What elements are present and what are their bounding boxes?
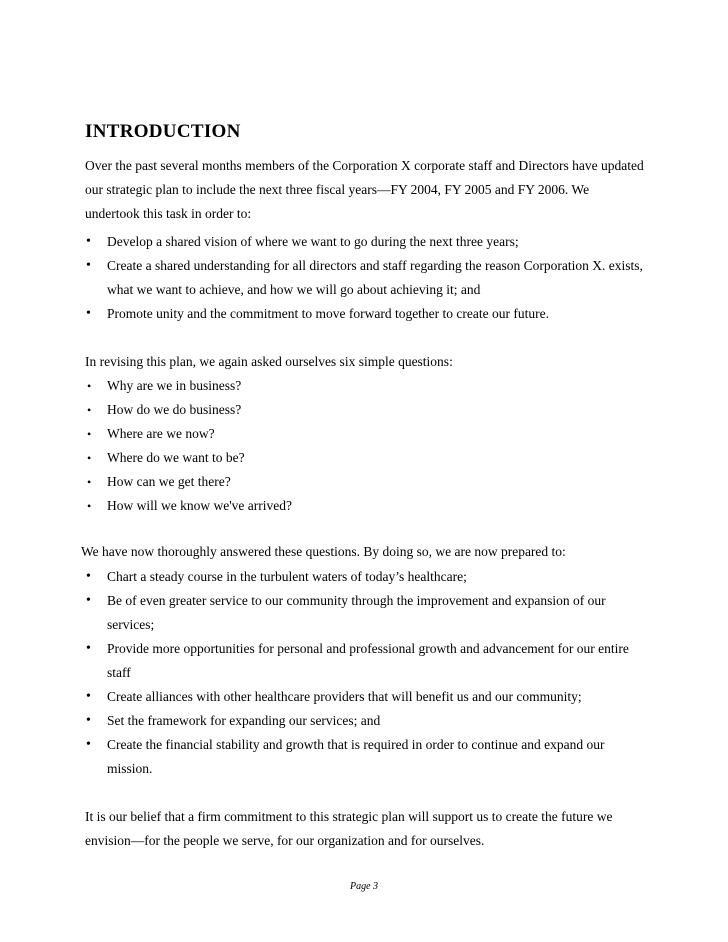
list-item: • Promote unity and the commitment to move forward together to create our future.	[85, 302, 645, 326]
questions-intro: In revising this plan, we again asked ourselves six simple questions:	[85, 354, 453, 369]
goals-list	[85, 230, 645, 326]
list-item: • Why are we in business?	[85, 374, 645, 398]
questions-list	[85, 374, 645, 518]
list-item: • How do we do business?	[85, 398, 645, 422]
list-item: • Create alliances with other healthcare providers that will benefit us and our community;	[85, 685, 645, 709]
list-item: • How will we know we've arrived?	[85, 494, 645, 518]
list-item: • Set the framework for expanding our services; and	[85, 709, 645, 733]
list-item: • Where do we want to be?	[85, 446, 645, 470]
page-number: Page 3	[349, 881, 379, 892]
list-item: • Create a shared understanding for all directors and staff regarding the reason Corporation X. exists, what we want to achieve, and how we will go about achieving it; and	[85, 254, 645, 302]
prepared-intro: We have now thoroughly answered these questions. By doing so, we are now prepared to:	[81, 544, 566, 559]
section-heading: INTRODUCTION	[85, 121, 241, 142]
list-item: • How can we get there?	[85, 470, 645, 494]
closing-paragraph: It is our belief that a firm commitment to this strategic plan will support us to create the future we envision—for the people we serve, for our organization and for ourselves.	[85, 809, 613, 848]
list-item: • Be of even greater service to our community through the improvement and expansion of our services;	[85, 589, 645, 637]
intro-paragraph: Over the past several months members of the Corporation X corporate staff and Directors have updated our strategic plan to include the next three fiscal years—FY 2004, FY 2005 and FY 2006. We undertook this task in order to:	[85, 158, 644, 221]
prepared-list	[85, 565, 645, 781]
list-item: • Create the financial stability and growth that is required in order to continue and expand our mission.	[85, 733, 645, 781]
list-item: • Develop a shared vision of where we want to go during the next three years;	[85, 230, 645, 254]
list-item: • Provide more opportunities for personal and professional growth and advancement for our entire staff	[85, 637, 645, 685]
list-item: • Where are we now?	[85, 422, 645, 446]
list-item: • Chart a steady course in the turbulent waters of today’s healthcare;	[85, 565, 645, 589]
